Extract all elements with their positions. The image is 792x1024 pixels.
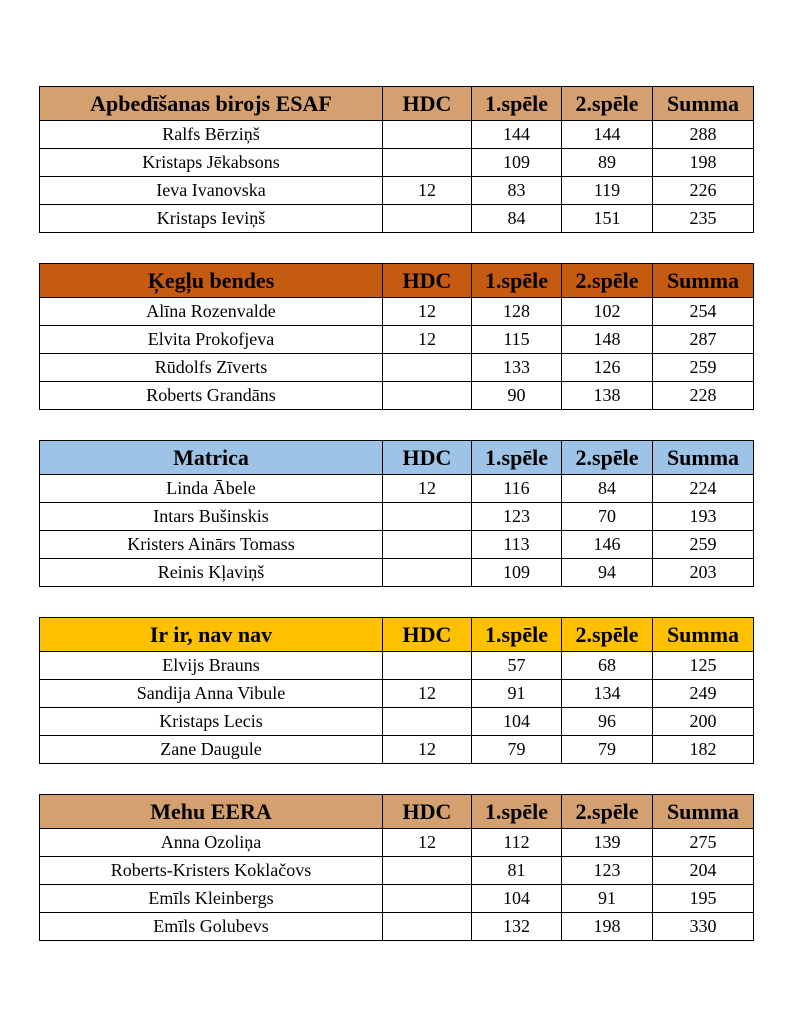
player-game1: 79	[472, 736, 562, 764]
team-table	[39, 86, 754, 233]
player-total: 288	[653, 121, 754, 149]
player-game1: 112	[472, 829, 562, 857]
player-game2: 198	[562, 913, 653, 941]
team-table	[39, 794, 754, 941]
column-header-game2: 2.spēle	[562, 87, 653, 121]
player-rows	[40, 121, 754, 233]
player-name: Emīls Golubevs	[40, 913, 383, 941]
player-total: 259	[653, 354, 754, 382]
table-row	[40, 829, 754, 857]
column-header-total: Summa	[653, 441, 754, 475]
player-game1: 115	[472, 326, 562, 354]
player-game2: 94	[562, 559, 653, 587]
player-total: 259	[653, 531, 754, 559]
player-game1: 91	[472, 680, 562, 708]
column-header-game1: 1.spēle	[472, 441, 562, 475]
player-hdc	[383, 885, 472, 913]
player-name: Linda Ābele	[40, 475, 383, 503]
player-name: Elvita Prokofjeva	[40, 326, 383, 354]
player-total: 287	[653, 326, 754, 354]
player-name: Kristers Ainārs Tomass	[40, 531, 383, 559]
team-header	[40, 618, 754, 652]
player-game1: 109	[472, 559, 562, 587]
team-header	[40, 795, 754, 829]
table-row	[40, 298, 754, 326]
player-game2: 148	[562, 326, 653, 354]
player-rows	[40, 829, 754, 941]
player-rows	[40, 475, 754, 587]
player-total: 198	[653, 149, 754, 177]
team-name: Ķegļu bendes	[40, 264, 383, 298]
table-row	[40, 205, 754, 233]
player-game1: 90	[472, 382, 562, 410]
player-total: 125	[653, 652, 754, 680]
column-header-hdc: HDC	[383, 441, 472, 475]
table-row	[40, 708, 754, 736]
player-game2: 89	[562, 149, 653, 177]
column-header-hdc: HDC	[383, 618, 472, 652]
player-hdc	[383, 652, 472, 680]
player-game2: 144	[562, 121, 653, 149]
table-row	[40, 354, 754, 382]
column-header-game1: 1.spēle	[472, 618, 562, 652]
player-name: Rūdolfs Zīverts	[40, 354, 383, 382]
team-name: Matrica	[40, 441, 383, 475]
header-row	[40, 87, 754, 121]
player-total: 204	[653, 857, 754, 885]
player-hdc	[383, 354, 472, 382]
team-header	[40, 264, 754, 298]
player-game1: 144	[472, 121, 562, 149]
player-total: 275	[653, 829, 754, 857]
column-header-game1: 1.spēle	[472, 87, 562, 121]
column-header-total: Summa	[653, 264, 754, 298]
column-header-game2: 2.spēle	[562, 618, 653, 652]
player-total: 226	[653, 177, 754, 205]
player-game2: 138	[562, 382, 653, 410]
player-game2: 96	[562, 708, 653, 736]
column-header-game2: 2.spēle	[562, 795, 653, 829]
player-hdc	[383, 149, 472, 177]
player-name: Zane Daugule	[40, 736, 383, 764]
player-total: 249	[653, 680, 754, 708]
column-header-total: Summa	[653, 618, 754, 652]
player-game1: 104	[472, 708, 562, 736]
table-row	[40, 680, 754, 708]
player-total: 195	[653, 885, 754, 913]
player-name: Ralfs Bērziņš	[40, 121, 383, 149]
table-row	[40, 913, 754, 941]
table-row	[40, 652, 754, 680]
player-game2: 79	[562, 736, 653, 764]
team-name: Mehu EERA	[40, 795, 383, 829]
player-hdc: 12	[383, 326, 472, 354]
column-header-game1: 1.spēle	[472, 795, 562, 829]
column-header-total: Summa	[653, 87, 754, 121]
player-game2: 91	[562, 885, 653, 913]
player-game2: 134	[562, 680, 653, 708]
player-game2: 119	[562, 177, 653, 205]
table-row	[40, 885, 754, 913]
team-header	[40, 441, 754, 475]
column-header-game1: 1.spēle	[472, 264, 562, 298]
player-hdc	[383, 531, 472, 559]
player-total: 203	[653, 559, 754, 587]
table-row	[40, 326, 754, 354]
player-name: Kristaps Ieviņš	[40, 205, 383, 233]
column-header-total: Summa	[653, 795, 754, 829]
player-name: Kristaps Lecis	[40, 708, 383, 736]
player-name: Emīls Kleinbergs	[40, 885, 383, 913]
header-row	[40, 441, 754, 475]
player-game1: 83	[472, 177, 562, 205]
table-row	[40, 382, 754, 410]
player-name: Roberts Grandāns	[40, 382, 383, 410]
player-hdc	[383, 857, 472, 885]
player-name: Intars Bušinskis	[40, 503, 383, 531]
player-game2: 68	[562, 652, 653, 680]
player-name: Ieva Ivanovska	[40, 177, 383, 205]
header-row	[40, 264, 754, 298]
player-game1: 113	[472, 531, 562, 559]
header-row	[40, 795, 754, 829]
player-game1: 133	[472, 354, 562, 382]
player-hdc	[383, 382, 472, 410]
table-row	[40, 503, 754, 531]
team-name: Apbedīšanas birojs ESAF	[40, 87, 383, 121]
player-hdc	[383, 121, 472, 149]
player-hdc	[383, 559, 472, 587]
player-game2: 123	[562, 857, 653, 885]
player-game1: 132	[472, 913, 562, 941]
player-game2: 84	[562, 475, 653, 503]
table-row	[40, 121, 754, 149]
table-row	[40, 531, 754, 559]
player-total: 200	[653, 708, 754, 736]
table-row	[40, 559, 754, 587]
team-table	[39, 617, 754, 764]
player-name: Anna Ozoliņa	[40, 829, 383, 857]
player-hdc	[383, 503, 472, 531]
player-total: 235	[653, 205, 754, 233]
player-game2: 126	[562, 354, 653, 382]
player-game2: 139	[562, 829, 653, 857]
player-name: Kristaps Jēkabsons	[40, 149, 383, 177]
player-game1: 57	[472, 652, 562, 680]
team-table	[39, 440, 754, 587]
player-total: 254	[653, 298, 754, 326]
player-hdc: 12	[383, 298, 472, 326]
header-row	[40, 618, 754, 652]
player-game2: 102	[562, 298, 653, 326]
column-header-hdc: HDC	[383, 87, 472, 121]
player-total: 330	[653, 913, 754, 941]
player-game1: 123	[472, 503, 562, 531]
player-total: 193	[653, 503, 754, 531]
player-hdc: 12	[383, 736, 472, 764]
player-hdc	[383, 205, 472, 233]
player-game1: 84	[472, 205, 562, 233]
player-game2: 151	[562, 205, 653, 233]
player-game2: 70	[562, 503, 653, 531]
team-name: Ir ir, nav nav	[40, 618, 383, 652]
column-header-hdc: HDC	[383, 264, 472, 298]
player-total: 182	[653, 736, 754, 764]
team-table	[39, 263, 754, 410]
player-game2: 146	[562, 531, 653, 559]
player-hdc	[383, 913, 472, 941]
player-hdc: 12	[383, 475, 472, 503]
table-row	[40, 177, 754, 205]
player-name: Elvijs Brauns	[40, 652, 383, 680]
column-header-hdc: HDC	[383, 795, 472, 829]
player-rows	[40, 652, 754, 764]
player-total: 224	[653, 475, 754, 503]
player-name: Sandija Anna Vibule	[40, 680, 383, 708]
player-rows	[40, 298, 754, 410]
player-name: Reinis Kļaviņš	[40, 559, 383, 587]
column-header-game2: 2.spēle	[562, 441, 653, 475]
player-hdc	[383, 708, 472, 736]
player-name: Alīna Rozenvalde	[40, 298, 383, 326]
column-header-game2: 2.spēle	[562, 264, 653, 298]
player-game1: 104	[472, 885, 562, 913]
player-game1: 116	[472, 475, 562, 503]
table-row	[40, 149, 754, 177]
player-hdc: 12	[383, 177, 472, 205]
player-hdc: 12	[383, 829, 472, 857]
player-game1: 81	[472, 857, 562, 885]
table-row	[40, 736, 754, 764]
table-row	[40, 475, 754, 503]
player-name: Roberts-Kristers Koklačovs	[40, 857, 383, 885]
table-row	[40, 857, 754, 885]
player-game1: 109	[472, 149, 562, 177]
player-total: 228	[653, 382, 754, 410]
team-header	[40, 87, 754, 121]
player-hdc: 12	[383, 680, 472, 708]
player-game1: 128	[472, 298, 562, 326]
